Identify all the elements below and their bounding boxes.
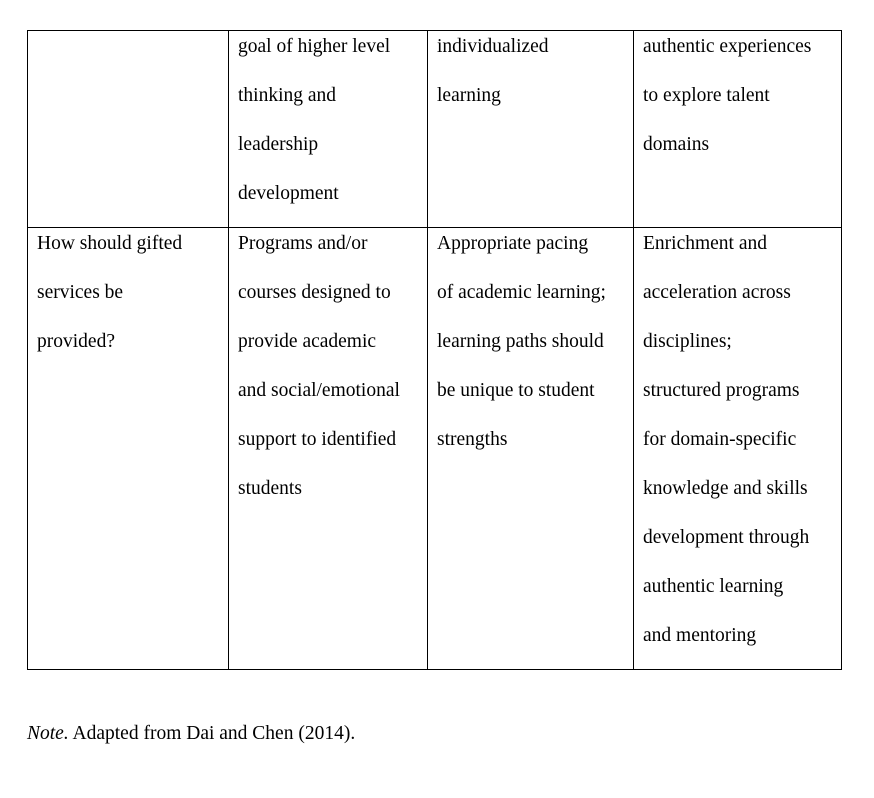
table-body	[28, 31, 842, 670]
cell-text-line: authentic experiences	[643, 36, 812, 57]
comparison-table	[27, 30, 842, 670]
cell-text-line: disciplines;	[643, 331, 732, 352]
cell-text-line: learning	[437, 85, 501, 106]
cell-text-line: How should gifted	[37, 233, 183, 254]
table-cell	[229, 31, 428, 228]
cell-text-line: students	[238, 478, 302, 499]
cell-text-line: goal of higher level	[238, 36, 391, 57]
cell-text-line: domains	[643, 134, 710, 155]
table-cell	[634, 31, 842, 228]
table-cell	[428, 228, 634, 670]
cell-text-line: learning paths should	[437, 331, 604, 352]
cell-text-line: leadership	[238, 134, 319, 155]
table-cell	[28, 31, 229, 228]
table-cell	[428, 31, 634, 228]
cell-text-line: development	[238, 183, 339, 204]
cell-text-line: services be	[37, 282, 124, 303]
table-row	[28, 228, 842, 670]
comparison-table-wrapper	[27, 30, 842, 670]
cell-text-line: thinking and	[238, 85, 337, 106]
cell-text-line: courses designed to	[238, 282, 391, 303]
table-cell	[28, 228, 229, 670]
cell-text-line: Enrichment and	[643, 233, 767, 254]
table-cell	[634, 228, 842, 670]
note-text: Adapted from Dai and Chen (2014).	[68, 723, 356, 744]
cell-text-line: development through	[643, 527, 810, 548]
cell-text-line: to explore talent	[643, 85, 770, 106]
cell-text-line: knowledge and skills	[643, 478, 808, 499]
cell-text-line: of academic learning;	[437, 282, 606, 303]
table-row	[28, 31, 842, 228]
cell-text-line: and social/emotional	[238, 380, 400, 401]
cell-text-line: provide academic	[238, 331, 377, 352]
cell-text-line: support to identified	[238, 429, 397, 450]
table-cell	[229, 228, 428, 670]
cell-text-line: Appropriate pacing	[437, 233, 589, 254]
cell-text-line: individualized	[437, 36, 549, 57]
cell-text-line: structured programs	[643, 380, 800, 401]
cell-text-line: acceleration across	[643, 282, 791, 303]
cell-text-line: Programs and/or	[238, 233, 368, 254]
note-label: Note.	[27, 723, 69, 744]
cell-text-line: for domain-specific	[643, 429, 797, 450]
table-note	[27, 720, 355, 748]
cell-text-line: authentic learning	[643, 576, 784, 597]
cell-text-line: strengths	[437, 429, 508, 450]
cell-text-line: provided?	[37, 331, 115, 352]
cell-text-line: and mentoring	[643, 625, 757, 646]
cell-text-line: be unique to student	[437, 380, 595, 401]
